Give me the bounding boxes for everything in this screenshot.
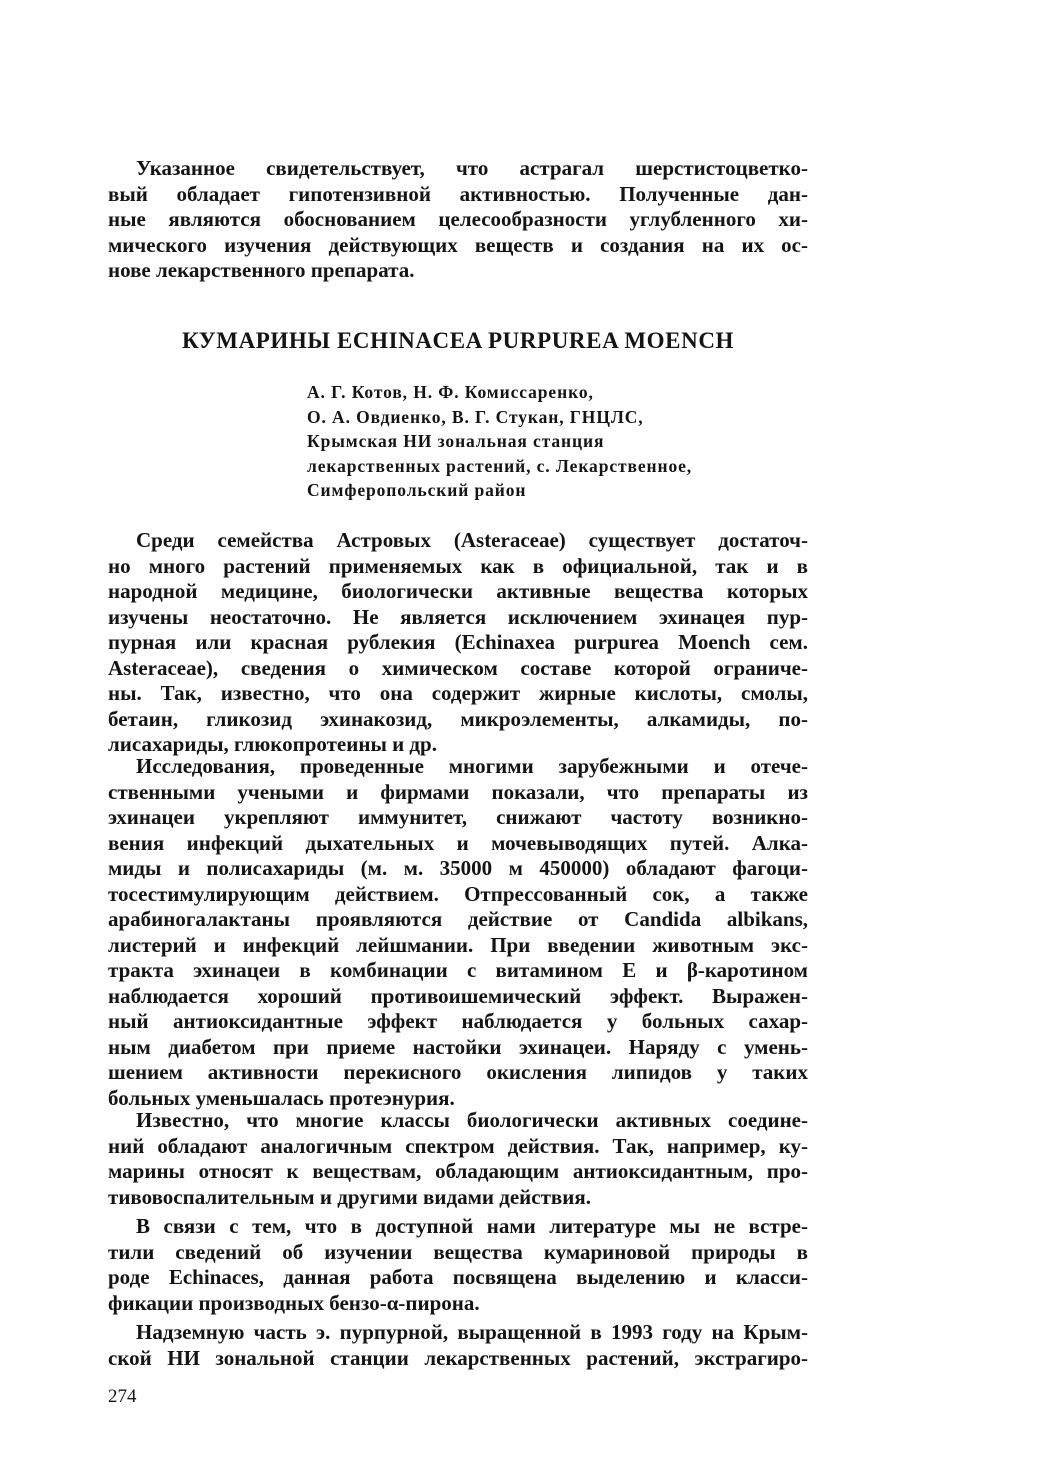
text-line: ным диабетом при приеме настойки эхинацеи. Наряду с умень- xyxy=(108,1034,808,1059)
body-paragraph-5 xyxy=(108,1320,808,1371)
text-line: ственными учеными и фирмами показали, что препараты из xyxy=(108,779,808,804)
text-line: Надземную часть э. пурпурной, выращенной в 1993 году на Крым- xyxy=(136,1320,808,1344)
text-line: но много растений применяемых как в официальной, так и в xyxy=(108,553,808,578)
authors-affiliation xyxy=(307,380,787,503)
text-line: Указанное свидетельствует, что астрагал шерстистоцветко- xyxy=(136,156,808,180)
affiliation-line: Симферопольский район xyxy=(307,480,527,500)
text-line: ны. Так, известно, что она содержит жирные кислоты, смолы, xyxy=(108,681,808,705)
text-line: Среди семейства Астровых (Asteraceae) существует достаточ- xyxy=(136,528,808,552)
text-line: народной медицине, биологически активные вещества которых xyxy=(108,579,808,603)
body-paragraph-3 xyxy=(108,1108,808,1210)
text-line: вый обладает гипотензивной активностью. Полученные дан- xyxy=(108,181,808,206)
text-line: тили сведений об изучении вещества кумариновой природы в xyxy=(108,1239,808,1264)
text-line: ской НИ зональной станции лекарственных растений, экстрагиро- xyxy=(108,1345,808,1370)
text-line: лисахариды, глюкопротеины и др. xyxy=(108,732,437,756)
text-line: эхинацеи укрепляют иммунитет, снижают частоту возникно- xyxy=(108,805,808,829)
text-line: роде Echinaces, данная работа посвящена выделению и класси- xyxy=(108,1265,808,1289)
text-line: Asteraceae), сведения о химическом составе которой ограниче- xyxy=(108,655,808,680)
text-line: больных уменьшалась протеэнурия. xyxy=(108,1085,455,1110)
text-line: наблюдается хороший противоишемический эффект. Выражен- xyxy=(108,983,808,1008)
text-line: нове лекарственного препарата. xyxy=(108,258,415,282)
affiliation-line: лекарственных растений, с. Лекарственное, xyxy=(307,455,693,476)
text-line: тивовоспалительным и другими видами действия. xyxy=(108,1184,591,1209)
article-title: КУМАРИНЫ ECHINACEA PURPUREA MOENCH xyxy=(181,328,735,353)
text-line: шением активности перекисного окисления липидов у таких xyxy=(108,1060,808,1084)
text-line: арабиногалактаны проявляются действие от Candida albikans, xyxy=(108,907,808,931)
body-paragraph-4 xyxy=(108,1214,808,1316)
text-line: изучены неостаточно. Не является исключением эхинацея пур- xyxy=(108,604,808,629)
text-line: тракта эхинацеи в комбинации с витамином Е и β-каротином xyxy=(108,958,808,982)
text-line: пурная или красная рублекия (Echinaxea purpurea Moench сем. xyxy=(108,630,808,654)
text-line: ний обладают аналогичным спектром действия. Так, например, ку- xyxy=(108,1133,808,1158)
text-line: В связи с тем, что в доступной нами литературе мы не встре- xyxy=(136,1214,808,1238)
text-line: марины относят к веществам, обладающим антиоксидантным, про- xyxy=(108,1159,808,1183)
text-line: миды и полисахариды (м. м. 35000 м 450000) обладают фагоци- xyxy=(108,856,808,880)
text-line: ные являются обоснованием целесообразности углубленного хи- xyxy=(108,207,808,231)
text-line: вения инфекций дыхательных и мочевыводящих путей. Алка- xyxy=(108,830,808,855)
text-line: ный антиоксидантные эффект наблюдается у больных сахар- xyxy=(108,1009,808,1033)
intro-paragraph xyxy=(108,156,808,284)
text-line: Исследования, проведенные многими зарубежными и отече- xyxy=(136,754,808,778)
text-line: бетаин, гликозид эхинакозид, микроэлементы, алкамиды, по- xyxy=(108,706,808,731)
body-paragraph-1 xyxy=(108,528,808,758)
text-line: листерий и инфекций лейшмании. При введении животным экс- xyxy=(108,932,808,957)
affiliation-line: Крымская НИ зональная станция xyxy=(307,431,605,451)
authors-line: О. А. Овдиенко, В. Г. Стукан, ГНЦЛС, xyxy=(307,406,644,427)
text-line: фикации производных бензо-α-пирона. xyxy=(108,1290,480,1315)
text-line: мического изучения действующих веществ и создания на их ос- xyxy=(108,232,808,257)
authors-line: А. Г. Котов, Н. Ф. Комиссаренко, xyxy=(307,382,594,402)
body-paragraph-2 xyxy=(108,754,808,1111)
text-line: Известно, что многие классы биологически активных соедине- xyxy=(136,1108,808,1132)
text-line: тосестимулирующим действием. Отпрессованный сок, а также xyxy=(108,881,808,906)
page-number: 274 xyxy=(108,1386,137,1407)
